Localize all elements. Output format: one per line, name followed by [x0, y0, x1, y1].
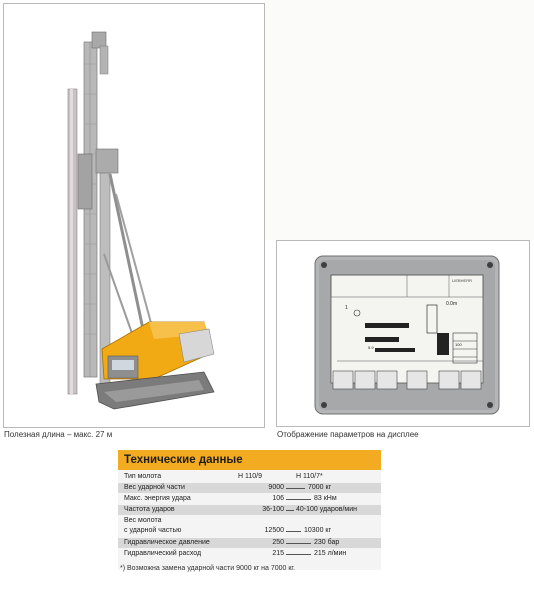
display-brand: LIEBHERR [452, 278, 473, 283]
footnote: *) Возможна замена ударной части 9000 кг на 7000 кг. [120, 565, 296, 572]
table-row [118, 483, 381, 493]
row-value-a: 106 [272, 495, 284, 502]
display-value-3: 100 [455, 342, 462, 347]
spec-table-title: Технические данные [118, 450, 381, 470]
leader-line [286, 488, 305, 489]
table-row [118, 538, 381, 548]
table-row [118, 505, 381, 515]
table-row [118, 526, 381, 536]
row-value-a: 36-100 [262, 506, 284, 513]
row-value-b: 83 кНм [314, 495, 337, 502]
leader-line [286, 554, 311, 555]
row-label: Макс. энергия удара [124, 495, 191, 502]
row-value-b: 215 л/мин [314, 550, 347, 557]
header-label: Тип молота [124, 473, 162, 480]
row-label: Гидравлическое давление [124, 539, 210, 546]
display-value-4: 5.9 [368, 345, 374, 350]
display-value-2: 1 [345, 305, 348, 311]
row-value-b: 230 бар [314, 539, 340, 546]
row-value-b: 7000 кг [308, 484, 332, 491]
row-label: Частота ударов [124, 506, 175, 513]
page-tint [264, 0, 534, 240]
table-row [118, 516, 381, 526]
header-col-b: H 110/7* [296, 473, 323, 480]
rig-photo-frame [3, 3, 265, 428]
row-label: с ударной частью [124, 527, 182, 534]
leader-line [286, 499, 311, 500]
row-value-b: 40-100 ударов/мин [296, 506, 358, 513]
leader-line [286, 531, 301, 532]
display-photo-frame [276, 240, 530, 427]
row-label: Вес ударной части [124, 484, 185, 491]
leader-line [286, 543, 311, 544]
row-label: Гидравлический расход [124, 550, 202, 557]
table-row [118, 549, 381, 559]
row-value-a: 12500 [264, 527, 284, 534]
row-value-b: 10300 кг [304, 527, 332, 534]
table-row [118, 494, 381, 504]
cab-display-illustration [277, 241, 529, 426]
header-col-a: H 110/9 [238, 473, 262, 480]
rig-photo-caption: Полезная длина – макс. 27 м [4, 430, 113, 439]
row-label: Вес молота [124, 517, 162, 524]
leader-line [286, 510, 294, 511]
spec-table-header [118, 472, 381, 482]
pile-rig-illustration [4, 4, 264, 427]
display-photo-caption: Отображение параметров на дисплее [277, 430, 419, 439]
row-value-a: 250 [272, 539, 284, 546]
row-value-a: 9000 [268, 484, 284, 491]
row-value-a: 215 [272, 550, 284, 557]
spec-table [118, 450, 381, 570]
display-value-1: 0.0m [446, 301, 458, 307]
